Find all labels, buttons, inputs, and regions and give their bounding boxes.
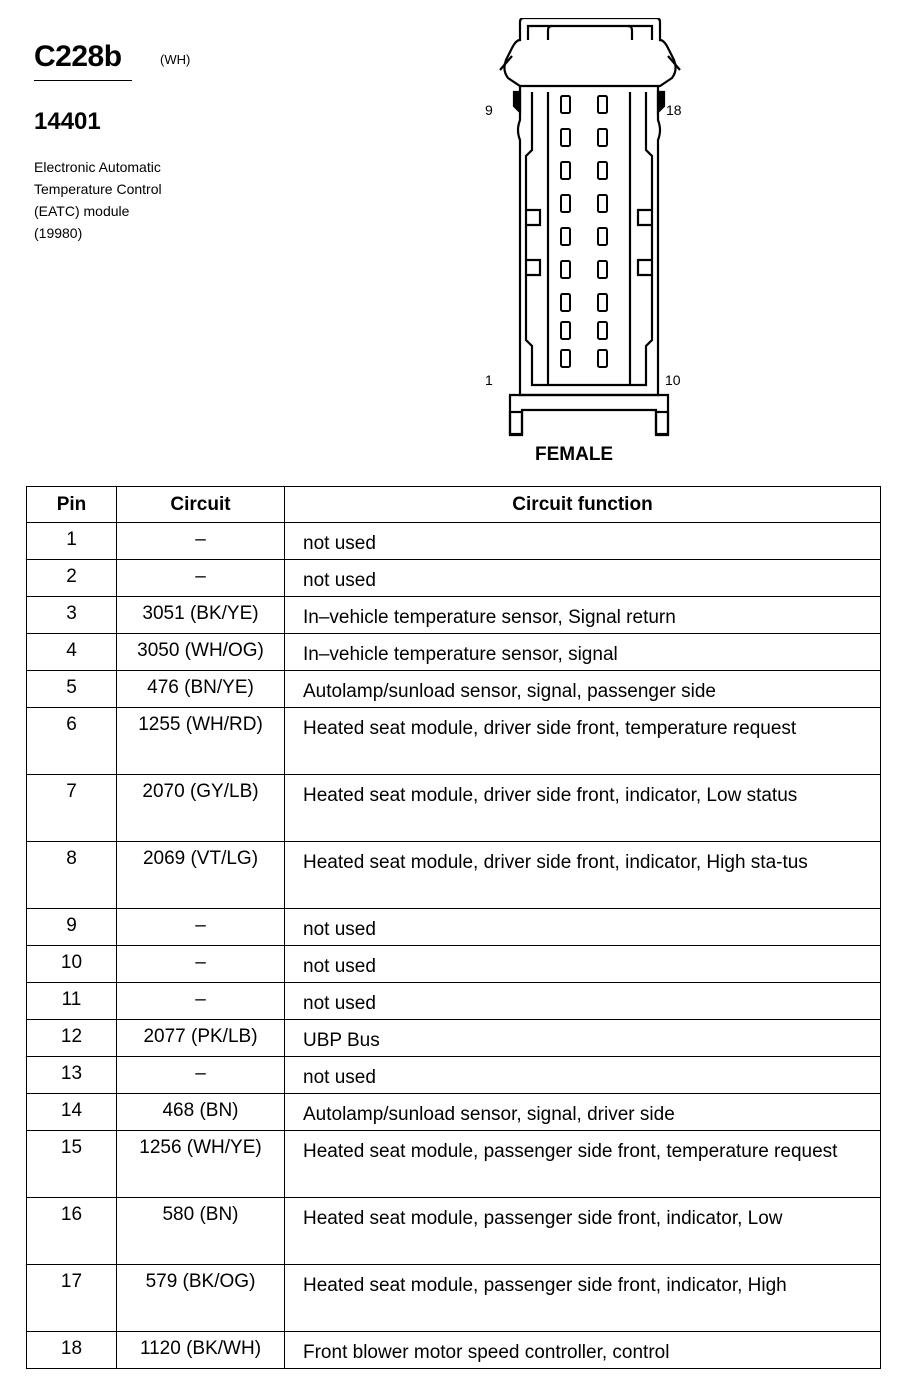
circuit-cell: 3050 (WH/OG)	[117, 634, 285, 671]
connector-gender-label: FEMALE	[535, 444, 614, 465]
circuit-cell: –	[117, 946, 285, 983]
description-line: Electronic Automatic	[34, 159, 161, 175]
function-cell: Front blower motor speed controller, control	[285, 1332, 881, 1369]
pin-cell: 12	[27, 1020, 117, 1057]
pin-cell: 16	[27, 1198, 117, 1265]
function-cell: not used	[285, 560, 881, 597]
table-row	[27, 597, 881, 634]
terminal-pin-11	[598, 322, 607, 339]
pin-cell: 1	[27, 523, 117, 560]
pin-cell: 15	[27, 1131, 117, 1198]
pin-cell: 11	[27, 983, 117, 1020]
terminal-pin-18	[598, 96, 607, 113]
table-header-row	[27, 487, 881, 523]
circuit-cell: 1120 (BK/WH)	[117, 1332, 285, 1369]
function-cell: Autolamp/sunload sensor, signal, driver side	[285, 1094, 881, 1131]
table-row	[27, 983, 881, 1020]
terminal-pin-3	[561, 294, 570, 311]
function-cell: not used	[285, 909, 881, 946]
table-row	[27, 708, 881, 775]
function-cell: In–vehicle temperature sensor, signal	[285, 634, 881, 671]
circuit-cell: 468 (BN)	[117, 1094, 285, 1131]
function-cell: Heated seat module, passenger side front, indicator, Low	[285, 1198, 881, 1265]
function-cell: Heated seat module, passenger side front, indicator, High	[285, 1265, 881, 1332]
description-line: (19980)	[34, 225, 83, 241]
pin-label-bottom-left: 1	[485, 372, 493, 388]
table-row	[27, 909, 881, 946]
terminal-pin-16	[598, 162, 607, 179]
circuit-cell: 3051 (BK/YE)	[117, 597, 285, 634]
header-circuit: Circuit	[117, 487, 285, 523]
terminal-pin-10	[598, 350, 607, 367]
circuit-cell: 2069 (VT/LG)	[117, 842, 285, 909]
pin-cell: 13	[27, 1057, 117, 1094]
circuit-cell: 476 (BN/YE)	[117, 671, 285, 708]
circuit-cell: 579 (BK/OG)	[117, 1265, 285, 1332]
terminal-pin-2	[561, 322, 570, 339]
terminal-pin-12	[598, 294, 607, 311]
connector-id: C228b	[34, 40, 122, 73]
terminal-pin-9	[561, 96, 570, 113]
table-row	[27, 1094, 881, 1131]
circuit-cell: –	[117, 1057, 285, 1094]
function-cell: Heated seat module, driver side front, indicator, High sta-tus	[285, 842, 881, 909]
table-row	[27, 671, 881, 708]
connector-face-diagram	[485, 18, 685, 443]
pin-cell: 7	[27, 775, 117, 842]
table-row	[27, 1265, 881, 1332]
terminal-pin-6	[561, 195, 570, 212]
pin-cell: 6	[27, 708, 117, 775]
circuit-cell: 1255 (WH/RD)	[117, 708, 285, 775]
pin-cell: 3	[27, 597, 117, 634]
pin-cell: 8	[27, 842, 117, 909]
terminal-pin-13	[598, 261, 607, 278]
pin-cell: 14	[27, 1094, 117, 1131]
table-row	[27, 775, 881, 842]
table-row	[27, 523, 881, 560]
connector-body	[518, 86, 660, 395]
terminal-pin-7	[561, 162, 570, 179]
terminal-pin-4	[561, 261, 570, 278]
table-row	[27, 560, 881, 597]
component-description	[34, 156, 162, 244]
circuit-cell: 580 (BN)	[117, 1198, 285, 1265]
connector-base	[510, 395, 668, 435]
part-number: 14401	[34, 108, 101, 135]
function-cell: In–vehicle temperature sensor, Signal return	[285, 597, 881, 634]
circuit-cell: –	[117, 909, 285, 946]
table-row	[27, 634, 881, 671]
pin-cell: 10	[27, 946, 117, 983]
terminal-pin-8	[561, 129, 570, 146]
pin-label-top-right: 18	[666, 102, 682, 118]
table-row	[27, 842, 881, 909]
header-pin: Pin	[27, 487, 117, 523]
circuit-cell: 2070 (GY/LB)	[117, 775, 285, 842]
terminal-pin-1	[561, 350, 570, 367]
pinout-table	[26, 486, 881, 1369]
function-cell: Heated seat module, passenger side front, temperature request	[285, 1131, 881, 1198]
terminal-pin-15	[598, 195, 607, 212]
pin-cell: 17	[27, 1265, 117, 1332]
function-cell: not used	[285, 523, 881, 560]
table-row	[27, 1198, 881, 1265]
function-cell: not used	[285, 1057, 881, 1094]
pin-cell: 9	[27, 909, 117, 946]
pin-cell: 18	[27, 1332, 117, 1369]
function-cell: not used	[285, 946, 881, 983]
connector-id-underline	[34, 80, 132, 81]
pin-cell: 2	[27, 560, 117, 597]
connector-latch	[504, 18, 675, 86]
function-cell: UBP Bus	[285, 1020, 881, 1057]
circuit-cell: –	[117, 983, 285, 1020]
circuit-cell: –	[117, 523, 285, 560]
header-circuit-function: Circuit function	[285, 487, 881, 523]
function-cell: Autolamp/sunload sensor, signal, passenger side	[285, 671, 881, 708]
table-row	[27, 1332, 881, 1369]
circuit-cell: 2077 (PK/LB)	[117, 1020, 285, 1057]
terminal-pin-17	[598, 129, 607, 146]
pin-label-bottom-right: 10	[665, 372, 681, 388]
table-row	[27, 1057, 881, 1094]
pin-cell: 4	[27, 634, 117, 671]
table-row	[27, 1131, 881, 1198]
table-row	[27, 946, 881, 983]
function-cell: Heated seat module, driver side front, indicator, Low status	[285, 775, 881, 842]
terminal-pin-14	[598, 228, 607, 245]
pin-label-top-left: 9	[485, 102, 493, 118]
function-cell: not used	[285, 983, 881, 1020]
function-cell: Heated seat module, driver side front, temperature request	[285, 708, 881, 775]
pin-cell: 5	[27, 671, 117, 708]
connector-color: (WH)	[160, 52, 191, 67]
circuit-cell: –	[117, 560, 285, 597]
description-line: (EATC) module	[34, 203, 130, 219]
description-line: Temperature Control	[34, 181, 162, 197]
circuit-cell: 1256 (WH/YE)	[117, 1131, 285, 1198]
terminal-pin-5	[561, 228, 570, 245]
table-row	[27, 1020, 881, 1057]
